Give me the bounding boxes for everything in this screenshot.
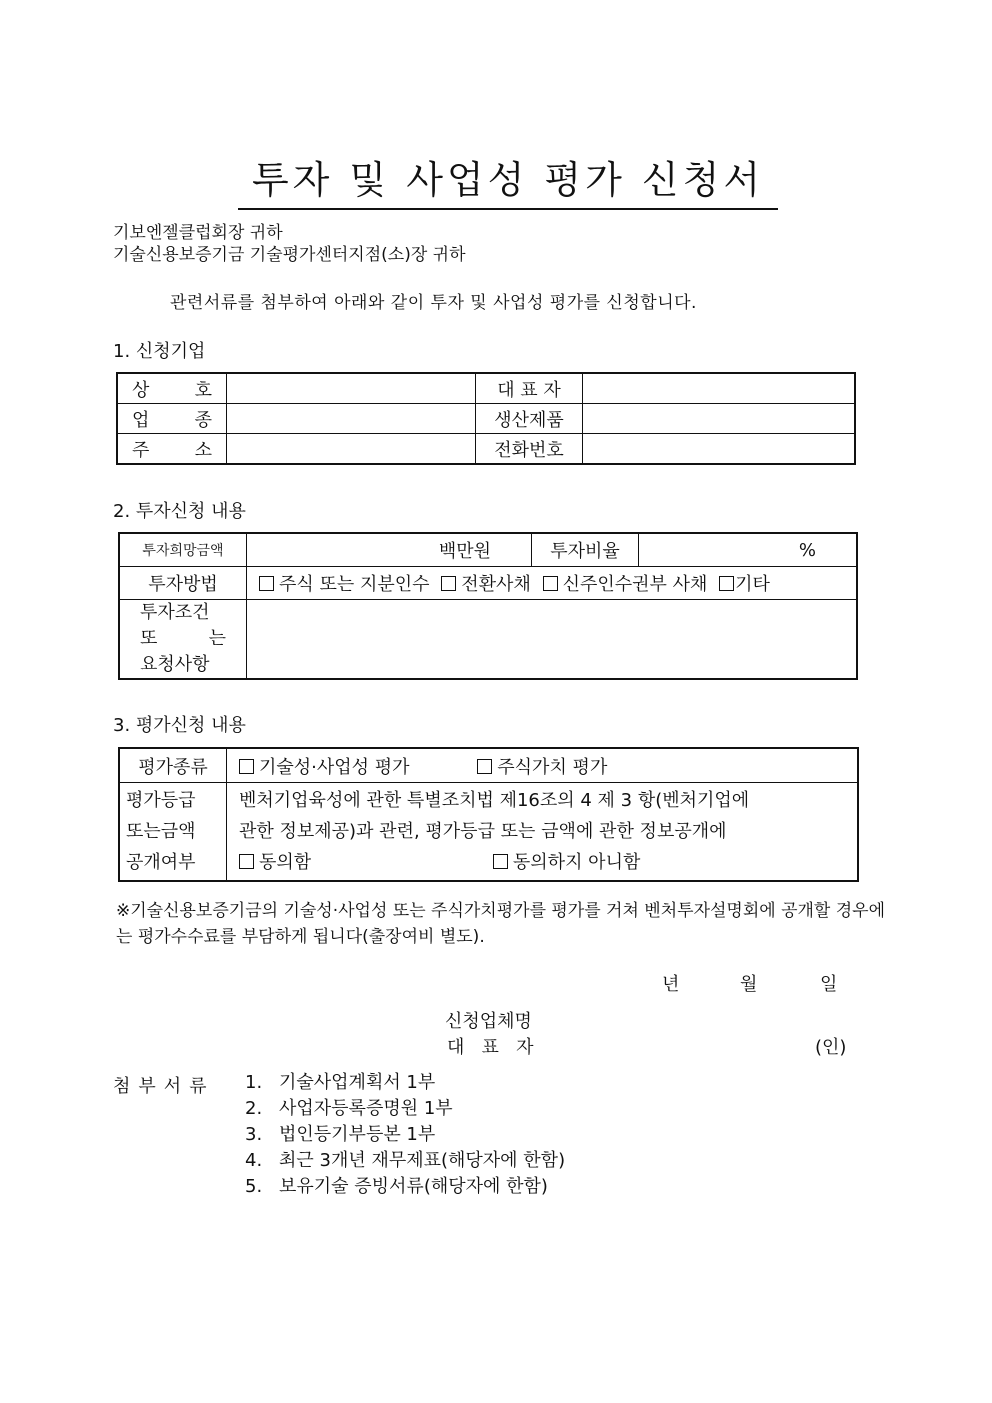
- attachment-text: 법인등기부등본 1부: [279, 1124, 436, 1145]
- method-stock-label: 주식 또는 지분인수: [279, 574, 430, 595]
- table-row: [117, 404, 855, 434]
- checkbox-warrant[interactable]: [543, 576, 558, 591]
- attachment-text: 보유기술 증빙서류(해당자에 한함): [279, 1176, 548, 1197]
- amount-field[interactable]: [247, 533, 532, 567]
- disclosure-label-line: 공개여부: [126, 852, 196, 873]
- investment-table: [118, 532, 858, 680]
- address-label: 주 소: [117, 434, 227, 465]
- checkbox-agree[interactable]: [239, 854, 254, 869]
- products-field[interactable]: [583, 404, 856, 434]
- table-row: [119, 783, 858, 882]
- eval-type-stock-label: 주식가치 평가: [497, 756, 608, 778]
- eval-type-options: [227, 748, 859, 783]
- disclosure-label-line: 평가등급: [126, 790, 196, 811]
- table-row: [117, 434, 855, 465]
- list-item: [245, 1122, 565, 1148]
- disclosure-text-line: 관한 정보제공)과 관련, 평가등급 또는 금액에 관한 정보공개에: [239, 821, 727, 842]
- method-convertible-label: 전환사채: [461, 574, 531, 595]
- terms-label-line: 투자조건: [140, 602, 210, 623]
- terms-label-line: 요청사항: [140, 654, 210, 675]
- list-item: [245, 1070, 565, 1096]
- company-name-field[interactable]: [227, 373, 476, 404]
- evaluation-table: [118, 747, 859, 882]
- list-item: [245, 1096, 565, 1122]
- table-row: [119, 748, 858, 783]
- date-day-label: 일: [820, 974, 838, 995]
- list-item: [245, 1148, 565, 1174]
- attachment-number: 4.: [245, 1150, 263, 1171]
- representative-label: 대 표 자: [476, 373, 583, 404]
- terms-label-line: 또 는: [140, 628, 226, 649]
- amount-label: 투자희망금액: [119, 533, 247, 567]
- eval-type-label: 평가종류: [119, 748, 227, 783]
- disclosure-consent-options: [239, 847, 851, 878]
- ratio-label: 투자비율: [532, 533, 639, 567]
- attachment-text: 사업자등록증명원 1부: [279, 1098, 453, 1119]
- form-title: 투자 및 사업성 평가 신청서: [238, 152, 778, 210]
- attachment-number: 1.: [245, 1072, 263, 1093]
- attachments-list: [245, 1070, 565, 1200]
- checkbox-disagree[interactable]: [493, 854, 508, 869]
- industry-label: 업 종: [117, 404, 227, 434]
- disclosure-content: [227, 783, 859, 882]
- checkbox-tech-business[interactable]: [239, 759, 254, 774]
- addressee-1: 기보엔젤클럽회장 귀하: [113, 223, 283, 243]
- industry-field[interactable]: [227, 404, 476, 434]
- seal-mark: (인): [815, 1037, 847, 1058]
- checkbox-other[interactable]: [719, 576, 734, 591]
- disclosure-label: [119, 783, 227, 882]
- attachment-number: 3.: [245, 1124, 263, 1145]
- attachment-text: 기술사업계획서 1부: [279, 1072, 436, 1093]
- list-item: [245, 1174, 565, 1200]
- date-year-label: 년: [662, 974, 680, 995]
- table-row: [119, 567, 857, 600]
- date-month-label: 월: [740, 974, 758, 995]
- method-options: [247, 567, 858, 600]
- address-field[interactable]: [227, 434, 476, 465]
- eval-type-tech-label: 기술성·사업성 평가: [259, 756, 410, 778]
- phone-field[interactable]: [583, 434, 856, 465]
- amount-unit: 백만원: [438, 541, 491, 562]
- disagree-label: 동의하지 아니함: [512, 852, 641, 873]
- attachment-text: 최근 3개년 재무제표(해당자에 한함): [279, 1150, 566, 1171]
- table-row: [119, 600, 857, 680]
- checkbox-convertible[interactable]: [441, 576, 456, 591]
- disclosure-text-line: 벤처기업육성에 관한 특별조치법 제16조의 4 제 3 항(벤처기업에: [239, 790, 750, 811]
- products-label: 생산제품: [476, 404, 583, 434]
- ratio-field[interactable]: [639, 533, 858, 567]
- section2-heading: 2. 투자신청 내용: [113, 501, 246, 522]
- terms-label: [119, 600, 247, 680]
- section3-heading: 3. 평가신청 내용: [113, 715, 246, 736]
- table-row: [119, 533, 857, 567]
- disclosure-label-line: 또는금액: [126, 821, 196, 842]
- intro-text: 관련서류를 첨부하여 아래와 같이 투자 및 사업성 평가를 신청합니다.: [170, 293, 697, 313]
- phone-label: 전화번호: [476, 434, 583, 465]
- company-name-label: 상 호: [117, 373, 227, 404]
- applicant-rep-label: 대 표 자: [447, 1037, 534, 1058]
- representative-field[interactable]: [583, 373, 856, 404]
- method-warrant-label: 신주인수권부 사채: [562, 574, 708, 595]
- attachments-label: 첨부서류: [113, 1076, 215, 1097]
- section1-heading: 1. 신청기업: [113, 341, 206, 362]
- ratio-unit: %: [798, 539, 816, 561]
- checkbox-stock[interactable]: [259, 576, 274, 591]
- agree-label: 동의함: [259, 852, 312, 873]
- addressee-2: 기술신용보증기금 기술평가센터지점(소)장 귀하: [113, 245, 466, 265]
- applicant-company-label: 신청업체명: [445, 1011, 532, 1032]
- attachment-number: 5.: [245, 1176, 263, 1197]
- terms-field[interactable]: [247, 600, 858, 680]
- attachment-number: 2.: [245, 1098, 263, 1119]
- applicant-table: [116, 372, 856, 465]
- table-row: [117, 373, 855, 404]
- checkbox-stock-value[interactable]: [477, 759, 492, 774]
- method-label: 투자방법: [119, 567, 247, 600]
- method-other-label: 기타: [735, 574, 770, 595]
- fee-notice: ※기술신용보증기금의 기술성·사업성 또는 주식가치평가를 평가를 거쳐 벤처투자설명회에 공개할 경우에는 평가수수료를 부담하게 됩니다(출장여비 별도).: [116, 901, 886, 947]
